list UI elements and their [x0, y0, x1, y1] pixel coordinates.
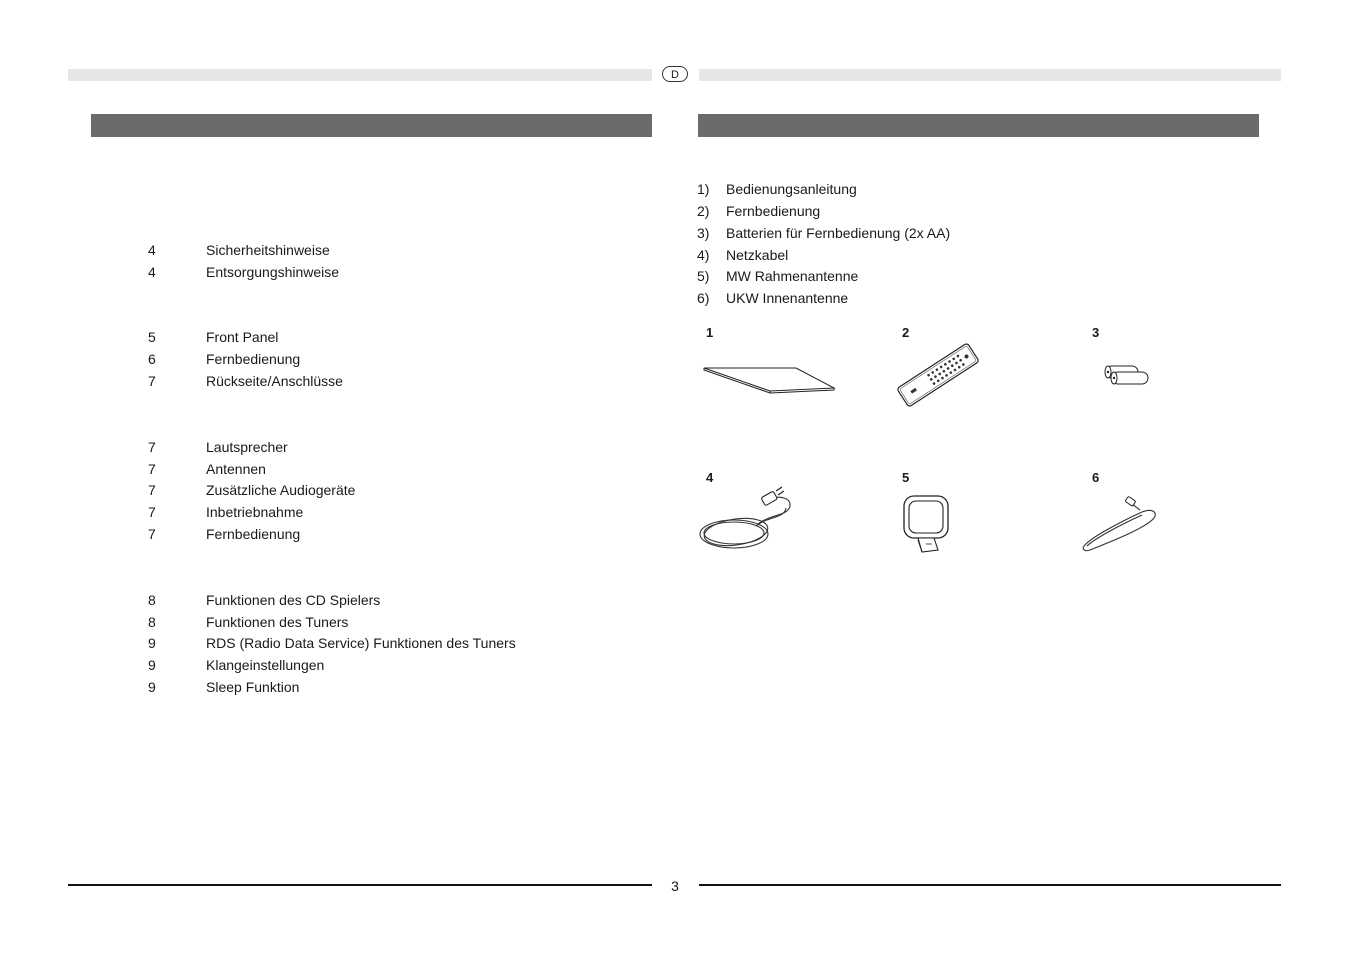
toc-page-number: 9: [148, 679, 156, 695]
contents-header-bar: [91, 114, 652, 137]
toc-title: Funktionen des CD Spielers: [206, 592, 381, 608]
toc-page-number: 9: [148, 635, 156, 651]
toc-title: Lautsprecher: [206, 439, 288, 455]
figure-number: 3: [1092, 325, 1100, 340]
accessories-header-bar: [698, 114, 1259, 137]
remote-control-icon: [890, 335, 985, 415]
figure-number: 2: [902, 325, 910, 340]
toc-page-number: 7: [148, 526, 156, 542]
toc-page-number: 8: [148, 592, 156, 608]
list-item-label: MW Rahmenantenne: [726, 268, 859, 284]
figure-number: 4: [706, 470, 714, 485]
toc-title: Sicherheitshinweise: [206, 242, 330, 258]
fm-antenna-icon: [1080, 494, 1162, 554]
top-bar-left: [68, 69, 652, 81]
toc-page-number: 4: [148, 242, 156, 258]
list-item-number: 5): [697, 268, 710, 284]
batteries-icon: [1100, 364, 1152, 390]
list-item-number: 2): [697, 203, 710, 219]
toc-title: Inbetriebnahme: [206, 504, 304, 520]
toc-title: Antennen: [206, 461, 266, 477]
toc-page-number: 5: [148, 329, 156, 345]
toc-page-number: 7: [148, 461, 156, 477]
toc-title: RDS (Radio Data Service) Funktionen des Tuners: [206, 635, 516, 651]
list-item-label: Fernbedienung: [726, 203, 821, 219]
list-item-label: UKW Innenantenne: [726, 290, 849, 306]
toc-title: Sleep Funktion: [206, 679, 300, 695]
figure-number: 1: [706, 325, 714, 340]
manual-icon: [700, 360, 840, 400]
toc-title: Front Panel: [206, 329, 279, 345]
toc-page-number: 7: [148, 373, 156, 389]
list-item-label: Bedienungsanleitung: [726, 181, 857, 197]
figure-number: 5: [902, 470, 910, 485]
toc-title: Klangeinstellungen: [206, 657, 325, 673]
list-item-number: 6): [697, 290, 710, 306]
toc-title: Fernbedienung: [206, 526, 301, 542]
toc-page-number: 6: [148, 351, 156, 367]
toc-page-number: 7: [148, 482, 156, 498]
list-item-label: Netzkabel: [726, 247, 789, 263]
language-badge: D: [662, 66, 688, 82]
toc-title: Fernbedienung: [206, 351, 301, 367]
toc-title: Rückseite/Anschlüsse: [206, 373, 343, 389]
footer-rule-right: [699, 884, 1281, 886]
list-item-number: 1): [697, 181, 710, 197]
loop-antenna-icon: [898, 492, 954, 556]
list-item-number: 3): [697, 225, 710, 241]
toc-title: Zusätzliche Audiogeräte: [206, 482, 356, 498]
toc-page-number: 8: [148, 614, 156, 630]
toc-page-number: 4: [148, 264, 156, 280]
toc-page-number: 7: [148, 504, 156, 520]
toc-page-number: 7: [148, 439, 156, 455]
page-number: 3: [671, 878, 679, 894]
footer-rule-left: [68, 884, 652, 886]
list-item-label: Batterien für Fernbedienung (2x AA): [726, 225, 951, 241]
figure-number: 6: [1092, 470, 1100, 485]
top-bar-right: [699, 69, 1281, 81]
toc-title: Entsorgungshinweise: [206, 264, 340, 280]
list-item-number: 4): [697, 247, 710, 263]
toc-title: Funktionen des Tuners: [206, 614, 349, 630]
toc-page-number: 9: [148, 657, 156, 673]
power-cord-icon: [696, 486, 796, 554]
